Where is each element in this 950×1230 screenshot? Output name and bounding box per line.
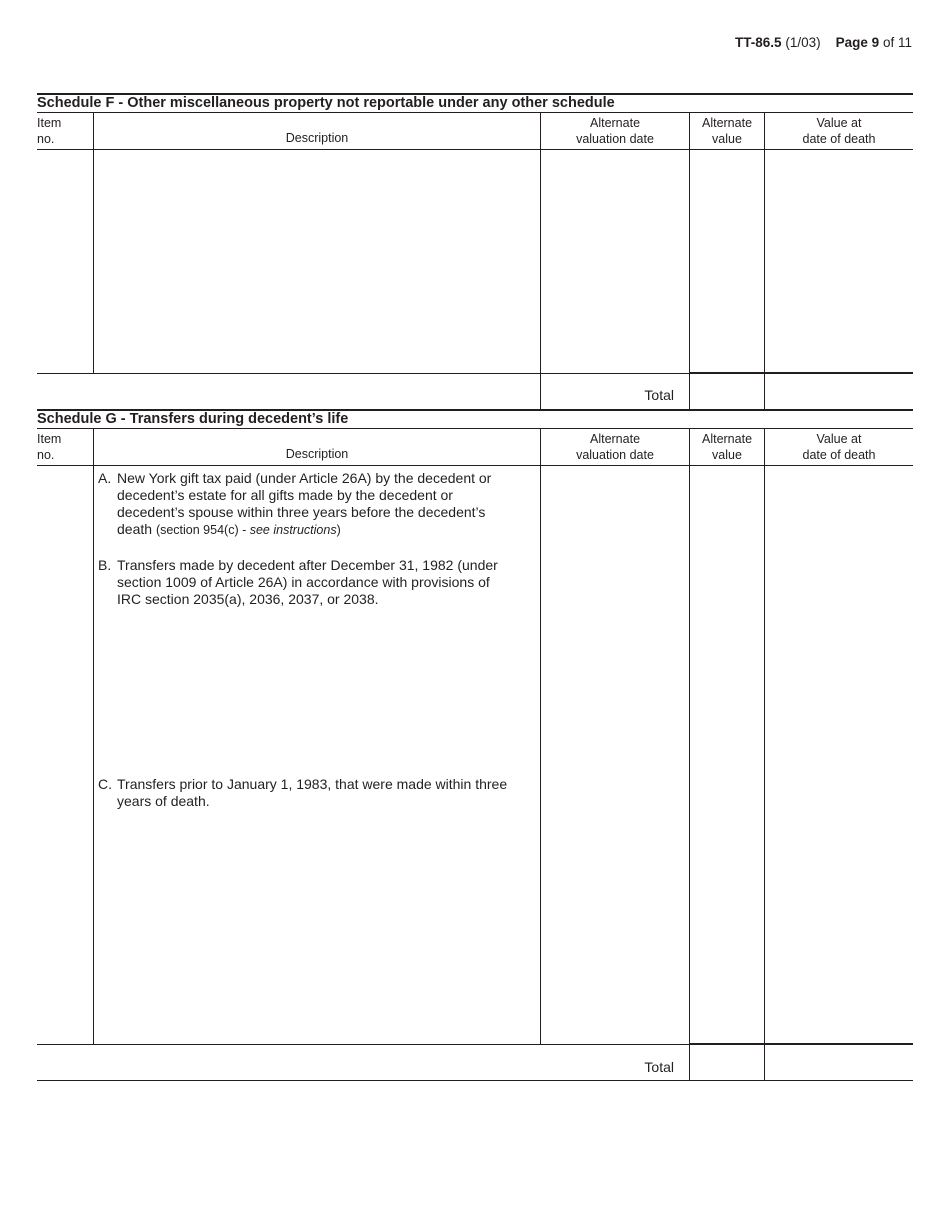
schedule-f-total-box-top (689, 372, 913, 374)
schedule-g-total-value[interactable] (765, 1046, 913, 1080)
schedule-f-col-alt-date: Alternate valuation date (576, 116, 654, 146)
schedule-f-total-label: Total (644, 387, 674, 403)
schedule-f-description-entry[interactable] (94, 150, 540, 373)
schedule-g-value-entry[interactable] (765, 466, 913, 1044)
item-c-label: C. (98, 776, 112, 792)
schedule-f-alt-value-entry[interactable] (690, 150, 764, 373)
item-a-ref-post: ) (336, 523, 341, 537)
form-id: TT-86.5 (735, 35, 782, 50)
item-a-label: A. (98, 470, 112, 486)
page-total: 11 (897, 35, 912, 50)
schedule-g-alt-value-entry[interactable] (690, 466, 764, 1044)
page-number: 9 (871, 35, 880, 50)
schedule-g-col-value-at-death: Value at date of death (802, 432, 876, 462)
schedule-g-item-b (98, 557, 508, 608)
schedule-g-total-label: Total (644, 1059, 674, 1075)
schedule-g-item-no-entry[interactable] (38, 466, 93, 1044)
item-a-ref-italic: see instructions (249, 523, 337, 537)
schedule-g-total-top-line (37, 1044, 689, 1045)
schedule-f-col-alt-value: Alternate value (701, 116, 753, 146)
schedule-g-col-description: Description (285, 447, 349, 461)
item-b-text: Transfers made by decedent after December 31, 1982 (under section 1009 of Article 26A) in accordance with provisions of IRC section 2035(a), 2036, 2037, or 2038. (117, 557, 498, 607)
schedule-f-value-entry[interactable] (765, 150, 913, 373)
item-c-text: Transfers prior to January 1, 1983, that were made within three years of death. (117, 776, 508, 809)
schedule-g-total-box-top (689, 1043, 913, 1045)
item-b-label: B. (98, 557, 112, 573)
schedule-f-alt-date-entry[interactable] (541, 150, 689, 373)
schedule-g-title: Schedule G - Transfers during decedent’s life (37, 411, 349, 427)
schedule-g-col-alt-value: Alternate value (701, 432, 753, 462)
item-a-text: New York gift tax paid (under Article 26A) by the decedent or decedent’s estate for all gifts made by the decedent or decedent’s spouse within three years before the decedent’s death (117, 470, 492, 537)
form-page-header (735, 35, 912, 50)
schedule-g-item-a (98, 470, 508, 539)
item-a-ref-pre: (section 954(c) - (155, 523, 250, 537)
schedule-f-header-top-line (37, 112, 913, 113)
schedule-f-total-value[interactable] (765, 375, 913, 410)
schedule-g-item-c (98, 776, 508, 810)
schedule-g-divider-item (93, 428, 94, 1044)
page-of-label: of (882, 35, 895, 50)
schedule-g-alt-date-entry[interactable] (541, 466, 689, 1044)
schedule-g-total-alt-value[interactable] (690, 1046, 764, 1080)
schedule-f-total-top-line (37, 373, 689, 374)
page-label: Page (835, 35, 868, 50)
schedule-f-col-value-at-death: Value at date of death (802, 116, 876, 146)
schedule-g-col-item: Item no. (37, 432, 62, 462)
schedule-f-title: Schedule F - Other miscellaneous property not reportable under any other schedule (37, 95, 615, 111)
schedule-f-col-item: Item no. (37, 116, 62, 146)
schedule-g-col-alt-date: Alternate valuation date (576, 432, 654, 462)
schedule-f-col-description: Description (285, 131, 349, 145)
schedule-g-header-top-line (37, 428, 913, 429)
schedule-g-bottom-line (37, 1080, 913, 1081)
schedule-f-total-alt-value[interactable] (690, 375, 764, 410)
form-revision: (1/03) (785, 35, 821, 50)
